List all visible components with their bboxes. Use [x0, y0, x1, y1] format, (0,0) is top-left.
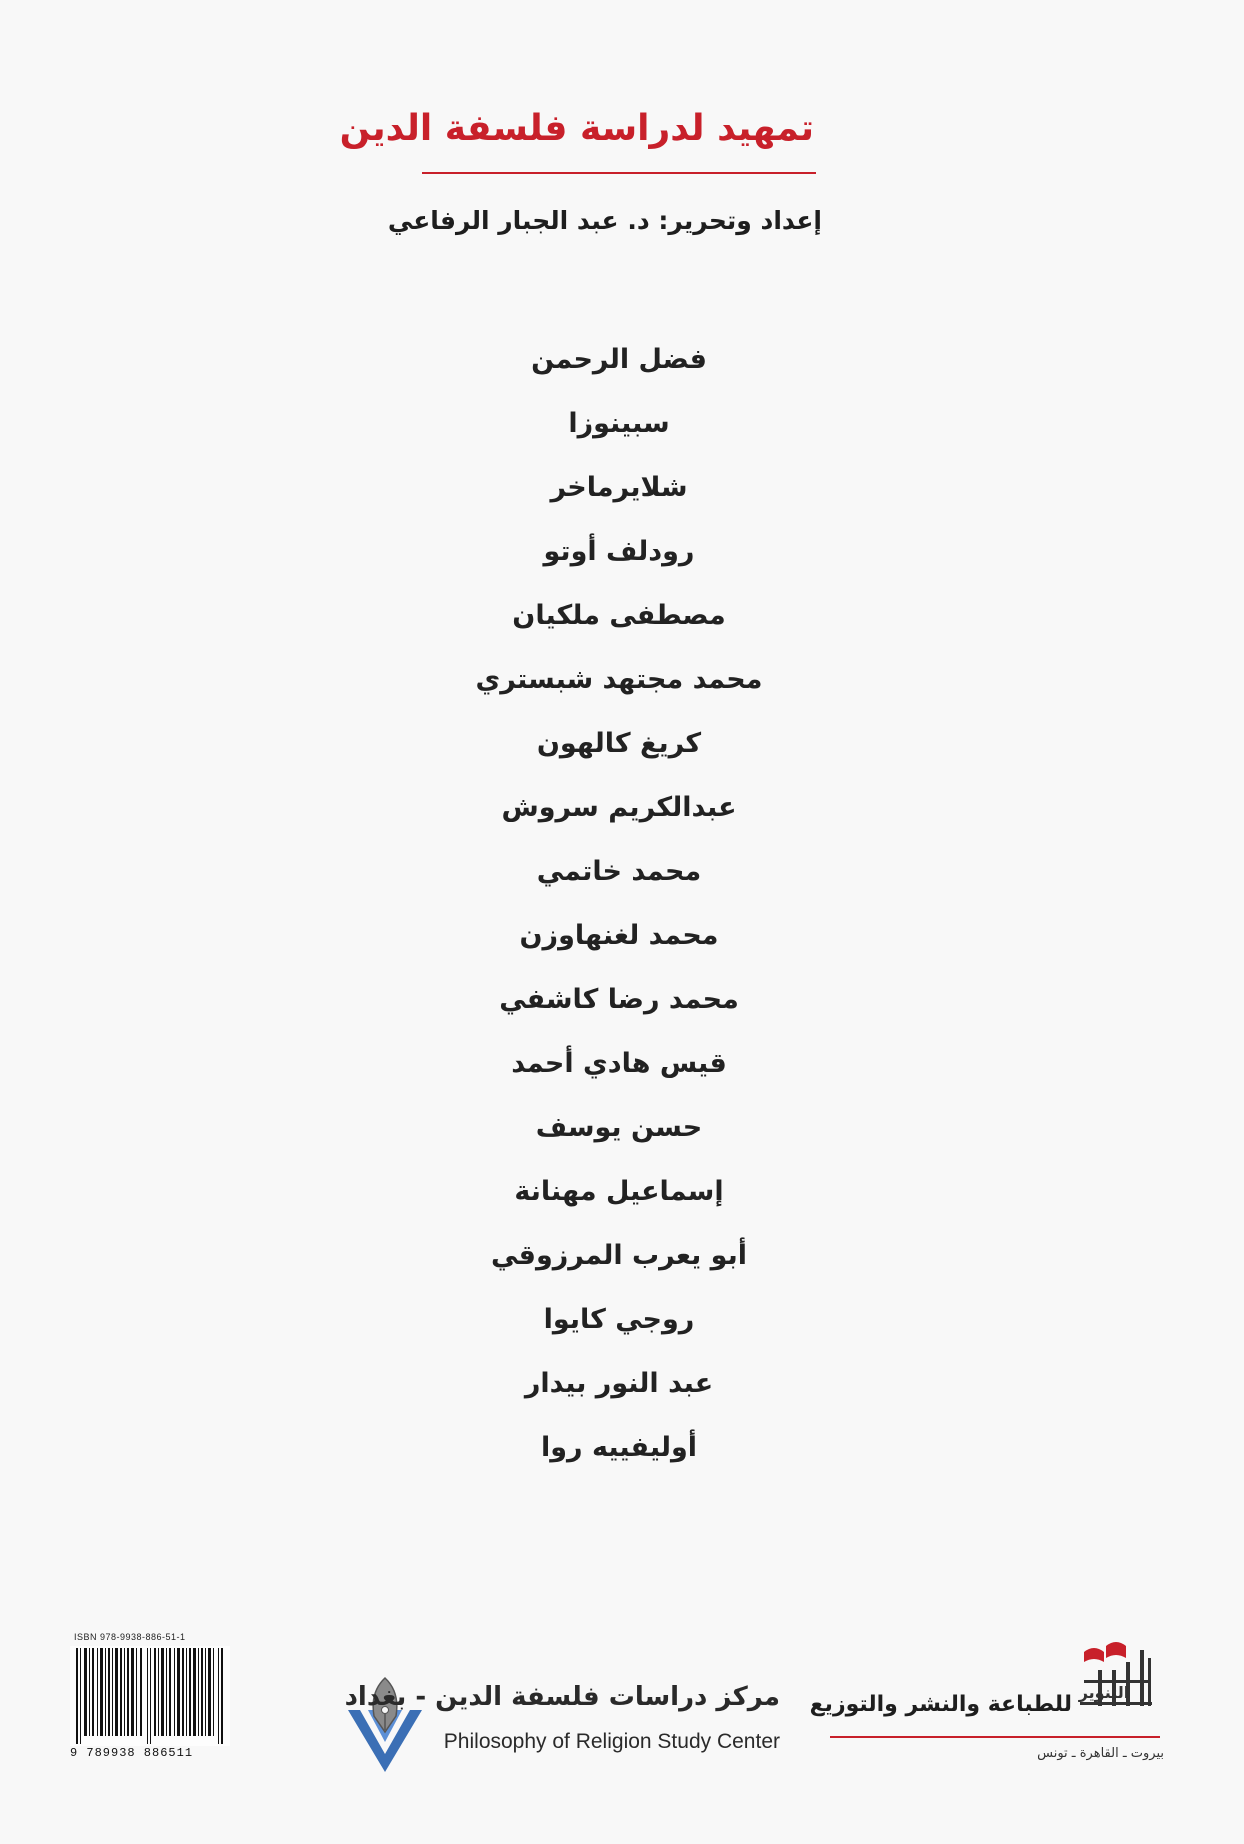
author-name: محمد مجتهد شبستري	[475, 664, 763, 695]
author-name: مصطفى ملكيان	[512, 600, 726, 631]
author-name: فضل الرحمن	[531, 344, 707, 375]
authors-list	[422, 340, 816, 1492]
author-name: قيس هادي أحمد	[511, 1048, 727, 1079]
author-name: عبد النور بيدار	[524, 1368, 714, 1399]
publisher-cities: بيروت ـ القاهرة ـ تونس	[1037, 1746, 1164, 1761]
editor-credit: إعداد وتحرير: د. عبد الجبار الرفاعي	[387, 206, 822, 235]
author-name: إسماعيل مهنانة	[514, 1176, 724, 1207]
author-name: روجي كايوا	[543, 1304, 695, 1335]
author-name: سبينوزا	[568, 408, 670, 439]
isbn-barcode	[70, 1632, 234, 1762]
author-name: أبو يعرب المرزوقي	[490, 1240, 748, 1271]
author-name: أوليفييه روا	[540, 1432, 698, 1463]
title-underline	[422, 172, 816, 174]
author-name: محمد رضا كاشفي	[499, 984, 739, 1015]
publisher-underline	[830, 1736, 1160, 1738]
author-name: رودلف أوتو	[543, 536, 695, 567]
author-name: محمد لغنهاوزن	[519, 920, 719, 951]
study-center-name-ar: مركز دراسات فلسفة الدين - بغداد	[344, 1682, 780, 1712]
barcode-bars	[70, 1646, 230, 1746]
author-name: شلايرماخر	[550, 472, 688, 503]
barcode-digits: 9 789938 886511	[70, 1746, 194, 1760]
isbn-label: ISBN 978-9938-886-51-1	[74, 1632, 186, 1642]
book-title: تمهيد لدراسة فلسفة الدين	[339, 108, 814, 149]
svg-text:التنوير: التنوير	[1078, 1683, 1130, 1702]
study-center-logo	[340, 1676, 780, 1776]
author-name: كريغ كالهون	[536, 728, 702, 759]
study-center-name-en: Philosophy of Religion Study Center	[443, 1730, 780, 1753]
publisher-logo	[804, 1640, 1164, 1770]
author-name: عبدالكريم سروش	[501, 792, 737, 823]
author-name: حسن يوسف	[535, 1112, 703, 1143]
publisher-name: للطباعة والنشر والتوزيع	[809, 1692, 1072, 1717]
author-name: محمد خاتمي	[536, 856, 702, 887]
